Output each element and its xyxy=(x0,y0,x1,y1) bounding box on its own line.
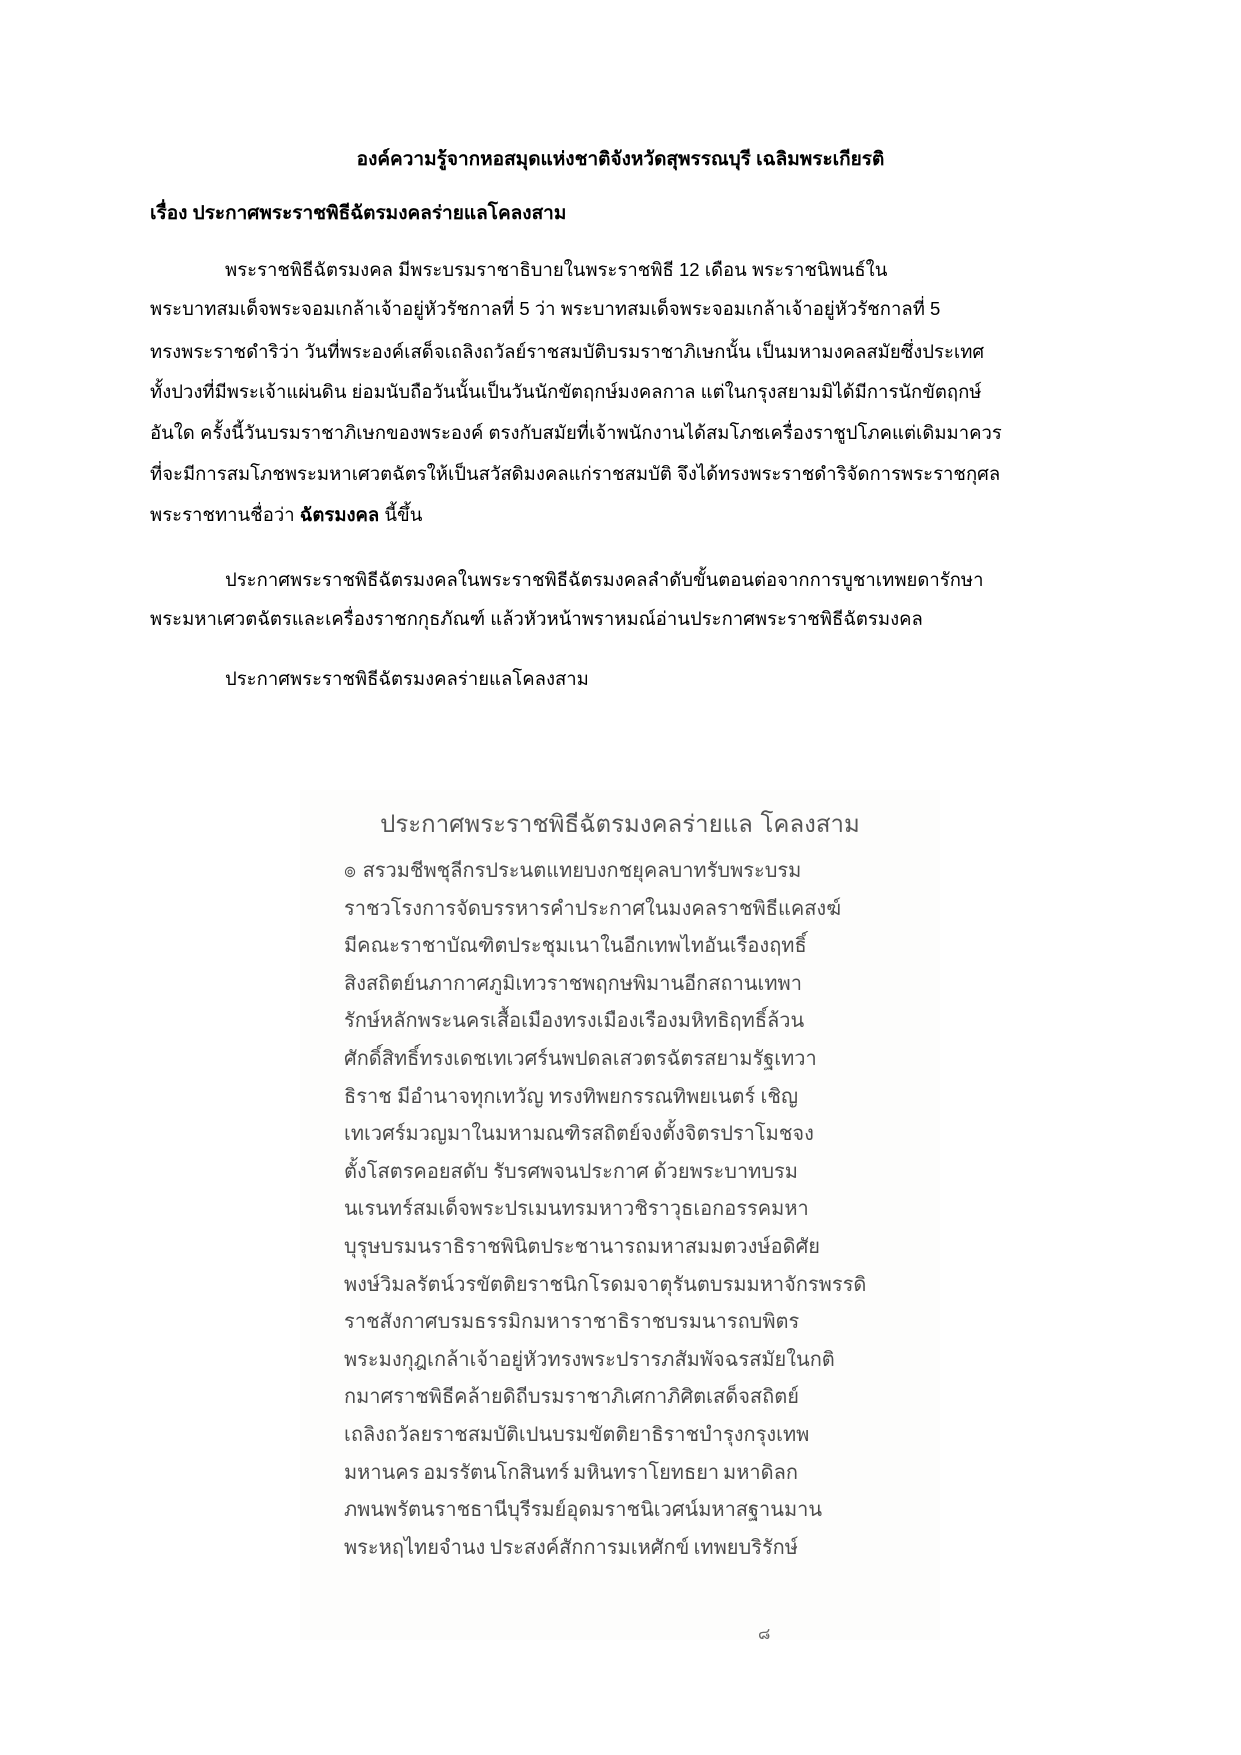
scan-word: ด้วยพระบาทบรม xyxy=(653,1158,798,1183)
scan-word: ล้วน xyxy=(767,1008,805,1033)
scan-line xyxy=(344,1268,867,1300)
scan-line xyxy=(344,854,802,886)
scan-word: กมาศราชพิธี xyxy=(344,1384,455,1409)
scan-word: ทรงเมืองเรืองมหิทธิฤทธิ์ xyxy=(562,1008,768,1033)
scan-word: ธิราช xyxy=(344,1083,392,1108)
scan-line xyxy=(344,1493,823,1525)
scan-word: สิงสถิตย์นภากาศ xyxy=(344,970,490,995)
scan-word: จัดบรรหารคำประกาศ xyxy=(456,895,645,920)
scan-word: อุดมราชนิเวศน์มหาสฐาน xyxy=(566,1497,784,1522)
scan-word: แคสงฆ์ xyxy=(777,895,842,920)
scan-line xyxy=(344,1531,798,1563)
scan-word: หลักพระนครเสื้อเมือง xyxy=(380,1008,563,1033)
text-line: อันใด ครั้งนี้วันบรมราชาภิเษกของพระองค์ ตรงกับสมัยที่เจ้าพนักงานได้สมโภชเครื่องราชูปโภคแต่เดิมมาควร xyxy=(150,422,1002,443)
page-number: ๘ xyxy=(758,1624,771,1643)
scan-line xyxy=(344,1004,805,1036)
scan-line xyxy=(344,1117,814,1149)
scan-word: จง xyxy=(792,1121,814,1146)
scan-line xyxy=(344,1080,798,1112)
scan-line xyxy=(344,892,842,924)
scan-line xyxy=(344,929,807,961)
scan-line xyxy=(344,1042,817,1074)
scan-word: ในมหามณฑิรสถิตย์ xyxy=(471,1121,641,1146)
scan-word: ทรงทิพยกรรณทิพยเนตร์ xyxy=(549,1083,756,1108)
text-line: พระมหาเศวตฉัตรและเครื่องราชกกุธภัณฑ์ แล้วหัวหน้าพราหมณ์อ่านประกาศพระราชพิธีฉัตรมงคล xyxy=(150,608,923,629)
scan-word: ภูมิเทวราชพฤกษพิมาน xyxy=(489,970,685,995)
scan-word: สยามรัฐเทวา xyxy=(704,1046,817,1070)
scan-word: ภพ xyxy=(344,1497,371,1522)
scan-word: พระหฤไทยจำนง xyxy=(344,1534,486,1559)
scan-word: ทรงพระปรารภสัมพัจฉรสมัย xyxy=(547,1346,787,1371)
scan-word: รับพระบรม xyxy=(706,858,802,882)
bold-term: ฉัตรมงคล xyxy=(299,504,380,525)
scan-word: คล้ายดิถีบรมราชาภิเศกาภิศิต xyxy=(454,1384,707,1409)
scan-word: เทพยบริรักษ์ xyxy=(693,1534,798,1559)
scan-line xyxy=(344,967,802,999)
scan-word: ประสงค์สักการมเหศักข์ xyxy=(489,1534,690,1559)
scan-word: พระมงกุฎเกล้าเจ้าอยู่หัว xyxy=(344,1346,548,1371)
scan-word: เทเวศร์มวญมา xyxy=(344,1121,472,1146)
text-line: พระบาทสมเด็จพระจอมเกล้าเจ้าอยู่หัวรัชกาลที่ 5 ว่า พระบาทสมเด็จพระจอมเกล้าเจ้าอยู่หัวรัชกาลที่ 5 xyxy=(150,298,941,319)
scan-title: ประกาศพระราชพิธีฉัตรมงคลร่ายแล โคลงสาม xyxy=(380,810,860,838)
scan-word: มหานคร xyxy=(344,1459,420,1484)
scan-word: ตั้งโสตรคอยสดับ xyxy=(344,1158,489,1183)
scan-word: รักษ์ xyxy=(344,1008,381,1033)
document-heading: เรื่อง ประกาศพระราชพิธีฉัตรมงคลร่ายแลโคลงสาม xyxy=(150,203,567,224)
scan-word: เปนบรมขัตติยาธิราชบำรุง xyxy=(518,1422,744,1446)
scan-word: นเรนทร์ xyxy=(344,1196,413,1221)
scan-word: บุรุษบรมนราธิราช xyxy=(344,1234,501,1258)
scan-line xyxy=(344,1418,810,1450)
scan-word: มีคณะราชา xyxy=(344,933,447,958)
scan-word: อีกเทพไทอันเรืองฤทธิ์ xyxy=(623,933,807,958)
scan-word: ในกติ xyxy=(786,1346,835,1371)
scan-word: จาตุรันตบรมมหาจักรพรรดิ xyxy=(636,1271,867,1296)
text-span: พระราชทานชื่อว่า xyxy=(150,504,300,525)
scan-word: ราชวโรงการ xyxy=(344,895,457,920)
scan-word: มีอำนาจทุกเทวัญ xyxy=(397,1083,544,1108)
scan-word: พงษ์วิมลรัตน์ xyxy=(344,1271,455,1296)
scan-line xyxy=(344,1343,835,1375)
scan-word: ศักดิ์สิทธิ์ทรงเดช xyxy=(344,1046,487,1070)
scan-word: เสด็จสถิตย์ xyxy=(706,1384,799,1409)
scan-word: อมรรัตนโกสินทร์ xyxy=(423,1459,570,1484)
scan-word: ๏ สรวมชีพชุลีกรประนต xyxy=(344,858,547,882)
scan-line xyxy=(344,1155,798,1187)
scan-word: เชิญ xyxy=(760,1083,798,1108)
scan-word: บัณฑิตประชุมเนาใน xyxy=(446,933,624,958)
text-line: ที่จะมีการสมโภชพระมหาเศวตฉัตรให้เป็นสวัสดิมงคลแก่ราชสมบัติ จึงได้ทรงพระราชดำริจัดการพระราชกุศล xyxy=(150,463,1001,484)
text-line: ทรงพระราชดำริว่า วันที่พระองค์เสด็จเถลิงถวัลย์ราชสมบัติบรมราชาภิเษกนั้น เป็นมหามงคลสมัยซึ่งประเทศ xyxy=(150,341,985,362)
scan-word: มหาดิลก xyxy=(723,1459,798,1484)
scanned-document-image xyxy=(300,790,940,1643)
paragraph-3: ประกาศพระราชพิธีฉัตรมงคลร่ายแลโคลงสาม xyxy=(225,668,589,689)
scan-word: สมเด็จพระปรเมนทรมหาวชิราวุธ xyxy=(412,1196,694,1221)
scan-word: แทยบงกชยุคลบาท xyxy=(546,858,707,882)
scan-word: มหินทราโยทธยา xyxy=(573,1459,720,1484)
document-title: องค์ความรู้จากหอสมุดแห่งชาติจังหวัดสุพรรณบุรี เฉลิมพระเกียรติ xyxy=(356,149,885,170)
text-line xyxy=(150,501,422,530)
scan-word: วรขัตติยราชนิกโรดม xyxy=(454,1271,637,1296)
scan-word: มาน xyxy=(783,1497,823,1522)
scan-word: เทเวศร์นพปดลเสวตรฉัตร xyxy=(486,1046,705,1070)
scan-word: เถลิงถวัลยราชสมบัติ xyxy=(344,1422,519,1446)
scan-line xyxy=(344,1380,798,1412)
scan-word: อดิศัย xyxy=(770,1234,820,1258)
scan-word: ราชสังกาศ xyxy=(344,1309,438,1334)
scan-word: ในมงคลราชพิธี xyxy=(644,895,778,920)
scan-word: จงตั้งจิตรปราโมช xyxy=(640,1121,793,1146)
scan-word: พินิตประชานารถมหาสมมตวงษ์ xyxy=(500,1234,771,1258)
text-line: ทั้งปวงที่มีพระเจ้าแผ่นดิน ย่อมนับถือวันนั้นเป็นวันนักขัตฤกษ์มงคลกาล แต่ในกรุงสยามมิได้มีการนักขัตฤกษ์ xyxy=(150,381,982,402)
text-line: พระราชพิธีฉัตรมงคล มีพระบรมราชาธิบายในพระราชพิธี 12 เดือน พระราชนิพนธ์ใน xyxy=(225,259,888,280)
text-span: นี้ขึ้น xyxy=(379,504,423,525)
scan-word: บรมธรรมิกมหาราชาธิราช xyxy=(437,1309,666,1334)
scan-word: เอกอรรคมหา xyxy=(693,1196,809,1221)
scan-line xyxy=(344,1230,820,1262)
scan-word: กรุงเทพ xyxy=(743,1422,810,1446)
scan-word: นพรัตนราชธานีบุรีรมย์ xyxy=(370,1497,567,1522)
scan-line xyxy=(344,1192,809,1224)
scan-word: รับรศพจนประกาศ xyxy=(493,1158,649,1183)
scan-line xyxy=(344,1305,798,1337)
text-line: ประกาศพระราชพิธีฉัตรมงคลในพระราชพิธีฉัตรมงคลลำดับขั้นตอนต่อจากการบูชาเทพยดารักษา xyxy=(225,569,984,590)
scan-word: อีกสถานเทพา xyxy=(684,970,802,995)
scan-word: บรมนารถบพิตร xyxy=(665,1309,800,1334)
scan-line xyxy=(344,1456,798,1488)
